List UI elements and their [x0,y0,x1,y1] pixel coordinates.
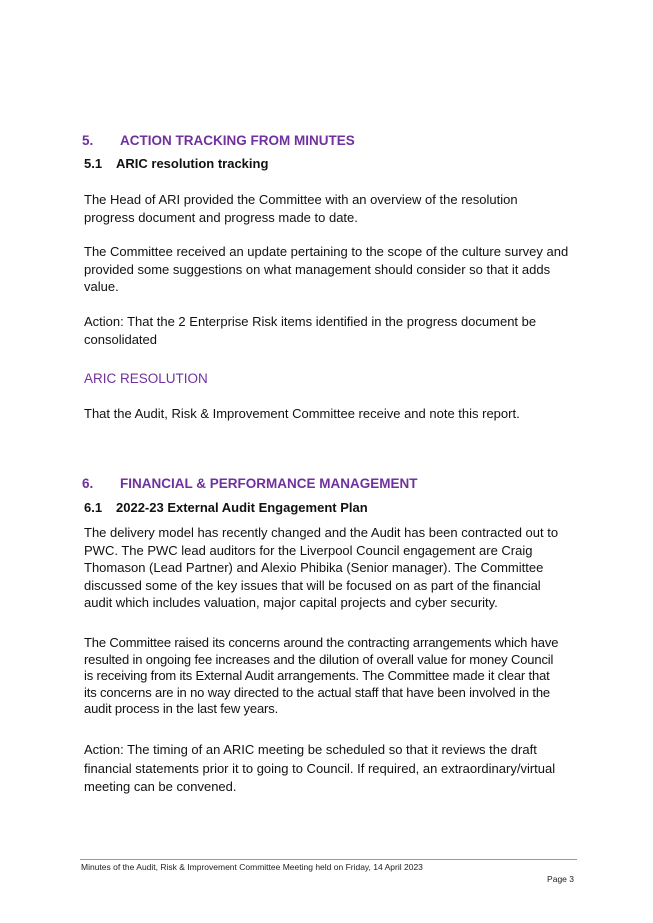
section-5-title: ACTION TRACKING FROM MINUTES [120,133,355,148]
subsection-5-1-title: ARIC resolution tracking [116,156,269,171]
paragraph-6-1-action: Action: The timing of an ARIC meeting be scheduled so that it reviews the draft financial statements prior it to going to Council. If required, an extraordinary/virtual meeting can be convened. [84,742,556,794]
aric-resolution-text: That the Audit, Risk & Improvement Committee receive and note this report. [84,406,520,421]
aric-resolution-heading: ARIC RESOLUTION [84,371,208,386]
subsection-6-1-title: 2022-23 External Audit Engagement Plan [116,500,368,515]
section-5-number: 5. [82,133,94,148]
subsection-6-1-number: 6.1 [84,500,103,515]
paragraph-6-1-delivery-model: The delivery model has recently changed and the Audit has been contracted out to PWC. The PWC lead auditors for the Liverpool Council engagement are Craig Thomason (Lead Partner) and Alexio Phibika (Senior manager). The Committee discussed some of the key issues that will be focused on as part of the financial audit which includes valuation, major capital projects and cyber security. [84,525,559,610]
page-number: Page 3 [547,874,574,884]
section-6-title: FINANCIAL & PERFORMANCE MANAGEMENT [120,476,418,491]
paragraph-5-1-culture-survey: The Committee received an update pertaining to the scope of the culture survey and provided some suggestions on what management should consider so that it adds value. [84,244,569,294]
paragraph-5-1-overview: The Head of ARI provided the Committee with an overview of the resolution progress document and progress made to date. [84,192,518,225]
section-6-number: 6. [82,476,94,491]
subsection-5-1-heading [84,156,268,171]
section-5-heading [82,133,355,148]
footer-text: Minutes of the Audit, Risk & Improvement Committee Meeting held on Friday, 14 April 2023 [81,862,423,872]
subsection-6-1-heading [84,500,368,515]
paragraph-6-1-concerns: The Committee raised its concerns around the contracting arrangements which have resulted in ongoing fee increases and the dilution of overall value for money Council is receiving from its External Audit arrangements. The Committee made it clear that its concerns are in no way directed to the actual staff that have been involved in the audit process in the last few years. [84,635,559,716]
paragraph-5-1-action: Action: That the 2 Enterprise Risk items identified in the progress document be consolidated [84,314,537,347]
footer-divider [80,859,577,860]
section-6-heading [82,476,418,491]
subsection-5-1-number: 5.1 [84,156,103,171]
